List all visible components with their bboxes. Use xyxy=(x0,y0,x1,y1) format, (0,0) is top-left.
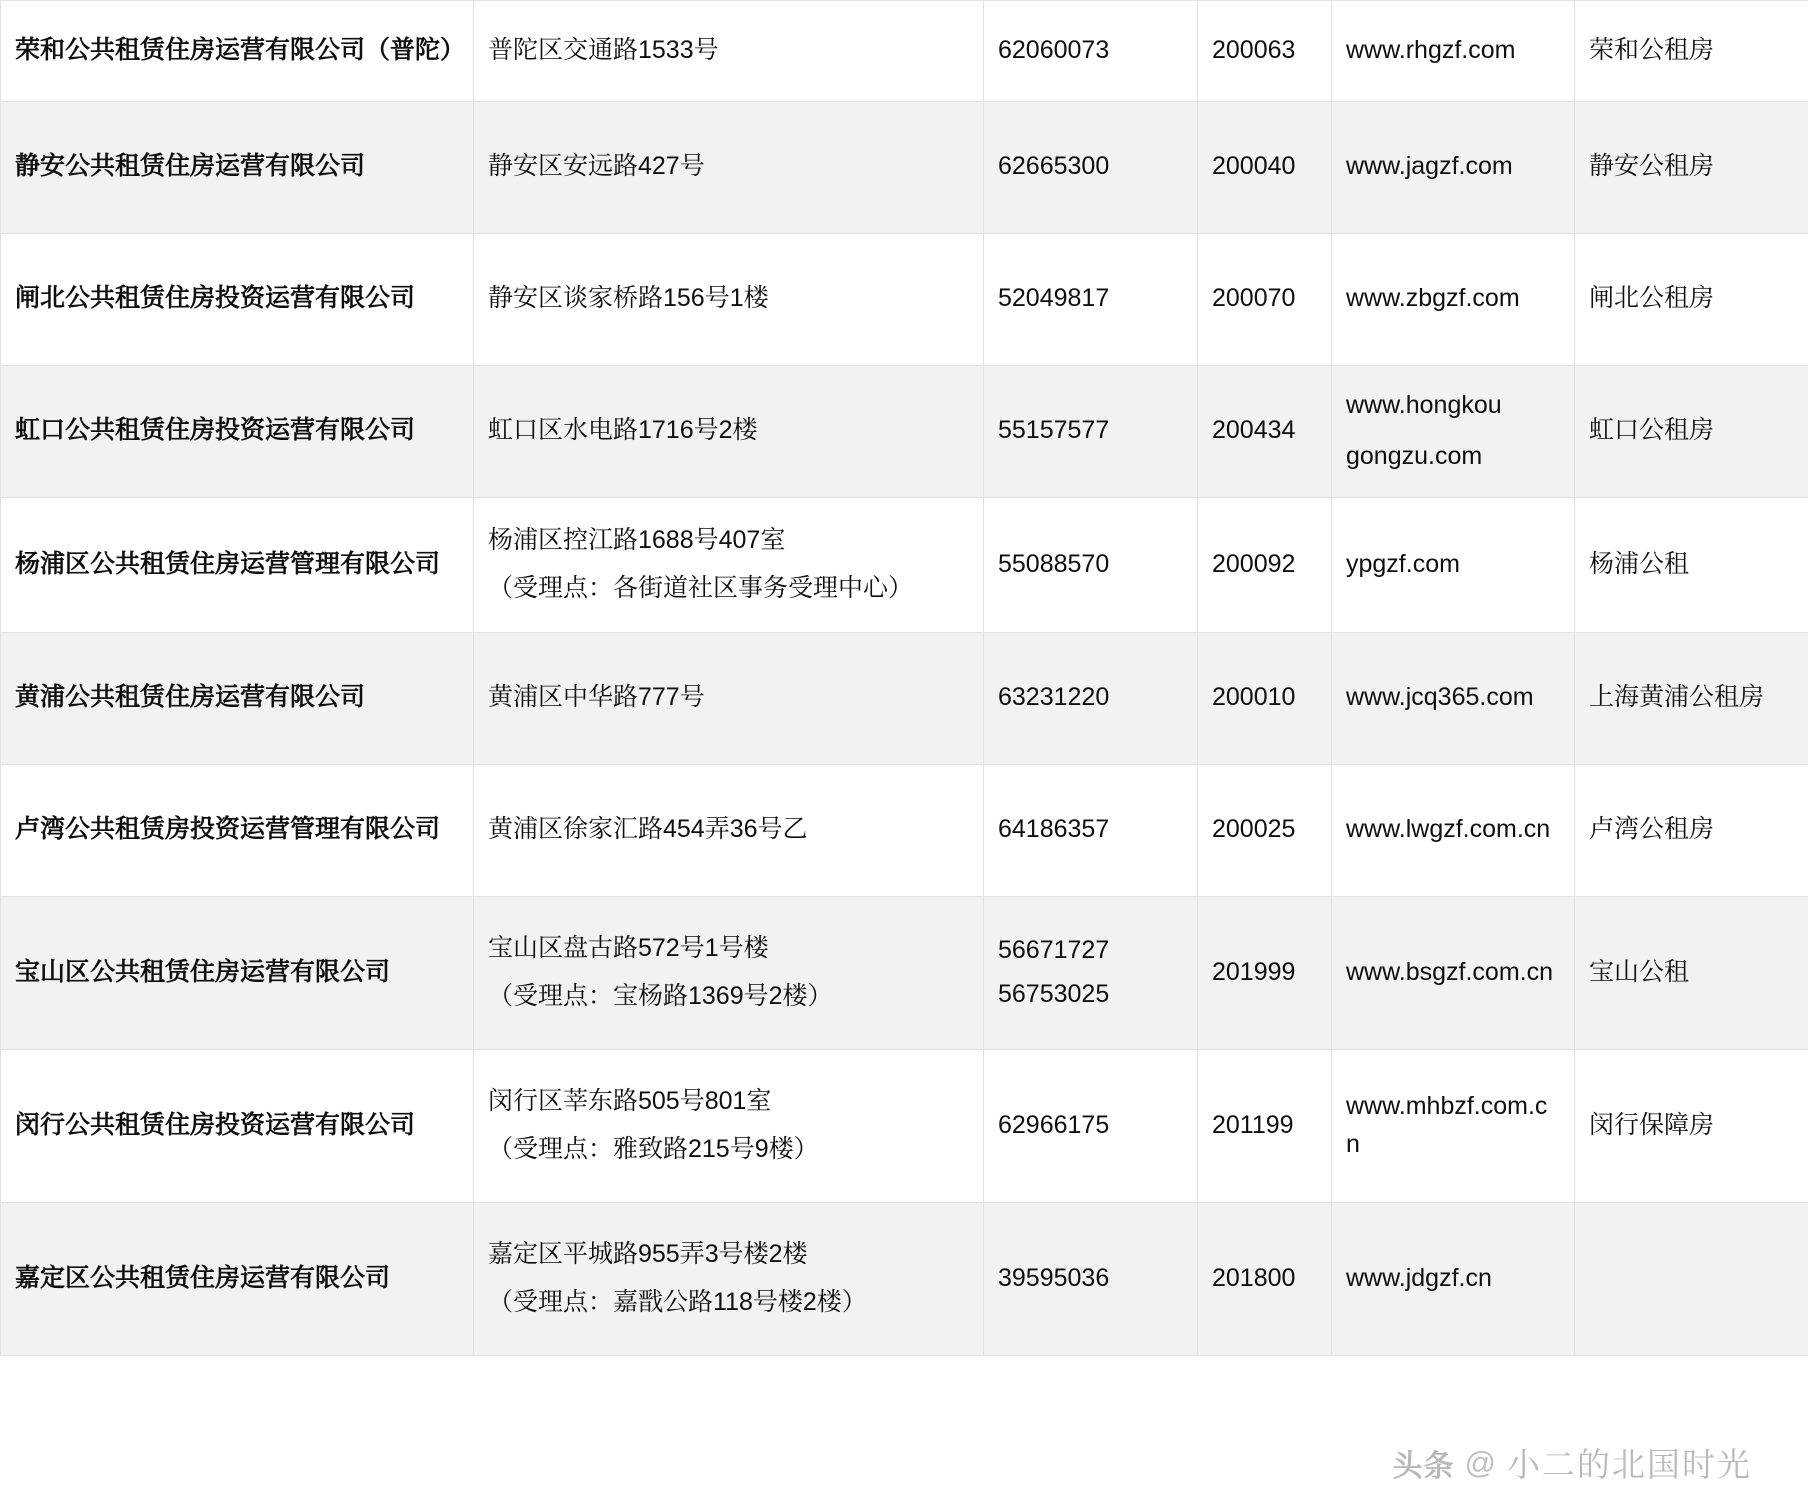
cell-website xyxy=(1332,0,1575,101)
cell-wechat: 静安公租房 xyxy=(1575,101,1808,233)
website-line-1: www.hongkou xyxy=(1346,390,1502,419)
website-line-1: www.zbgzf.com xyxy=(1346,284,1520,313)
cell-website xyxy=(1332,1049,1575,1202)
cell-company-name: 虹口公共租赁住房投资运营有限公司 xyxy=(1,365,474,497)
website-line-1: www.jcq365.com xyxy=(1346,683,1534,712)
cell-phone xyxy=(984,1049,1198,1202)
cell-company-name: 闵行公共租赁住房投资运营有限公司 xyxy=(1,1049,474,1202)
website-line-1: www.mhbzf.com.cn xyxy=(1346,1092,1548,1158)
cell-address xyxy=(474,0,984,101)
cell-wechat: 闵行保障房 xyxy=(1575,1049,1808,1202)
cell-zipcode: 200040 xyxy=(1198,101,1332,233)
website-line-1: www.jdgzf.cn xyxy=(1346,1263,1492,1292)
cell-zipcode: 200092 xyxy=(1198,497,1332,632)
cell-company-name: 静安公共租赁住房运营有限公司 xyxy=(1,101,474,233)
address-line-1: 普陀区交通路1533号 xyxy=(488,35,719,64)
cell-address xyxy=(474,632,984,764)
table-row xyxy=(1,632,1808,764)
website-line-1: www.bsgzf.com.cn xyxy=(1346,957,1554,986)
cell-zipcode: 200025 xyxy=(1198,764,1332,896)
phone-line-1: 62665300 xyxy=(998,152,1110,181)
phone-line-1: 55088570 xyxy=(998,549,1110,578)
cell-zipcode: 201199 xyxy=(1198,1049,1332,1202)
cell-address xyxy=(474,764,984,896)
cell-phone xyxy=(984,233,1198,365)
cell-website xyxy=(1332,365,1575,497)
cell-website xyxy=(1332,896,1575,1049)
address-line-1: 静安区谈家桥路156号1楼 xyxy=(488,284,769,313)
cell-phone xyxy=(984,497,1198,632)
phone-line-1: 64186357 xyxy=(998,815,1110,844)
cell-zipcode: 200063 xyxy=(1198,0,1332,101)
cell-zipcode: 200010 xyxy=(1198,632,1332,764)
cell-phone xyxy=(984,101,1198,233)
cell-phone xyxy=(984,764,1198,896)
watermark xyxy=(1393,1439,1752,1486)
cell-address xyxy=(474,101,984,233)
address-line-1: 黄浦区中华路777号 xyxy=(488,683,705,712)
website-line-1: www.jagzf.com xyxy=(1346,152,1513,181)
cell-website xyxy=(1332,497,1575,632)
cell-phone xyxy=(984,896,1198,1049)
cell-company-name: 荣和公共租赁住房运营有限公司（普陀） xyxy=(1,0,474,101)
phone-line-1: 63231220 xyxy=(998,683,1110,712)
table-row xyxy=(1,896,1808,1049)
address-line-2: （受理点：雅致路215号9楼） xyxy=(488,1134,819,1163)
table-row xyxy=(1,1049,1808,1202)
phone-line-1: 55157577 xyxy=(998,416,1110,445)
cell-company-name: 卢湾公共租赁房投资运营管理有限公司 xyxy=(1,764,474,896)
cell-wechat: 卢湾公租房 xyxy=(1575,764,1808,896)
watermark-text: 小二的北国时光 xyxy=(1507,1446,1752,1483)
phone-line-1: 62060073 xyxy=(998,35,1110,64)
cell-website xyxy=(1332,1202,1575,1355)
table-row xyxy=(1,101,1808,233)
table-row xyxy=(1,365,1808,497)
cell-address xyxy=(474,896,984,1049)
cell-wechat: 闸北公租房 xyxy=(1575,233,1808,365)
cell-zipcode: 201800 xyxy=(1198,1202,1332,1355)
cell-phone xyxy=(984,1202,1198,1355)
website-line-1: www.rhgzf.com xyxy=(1346,35,1516,64)
cell-website xyxy=(1332,233,1575,365)
website-line-1: ypgzf.com xyxy=(1346,549,1460,578)
phone-line-1: 56671727 xyxy=(998,936,1110,964)
phone-line-1: 62966175 xyxy=(998,1110,1110,1139)
table-row xyxy=(1,1202,1808,1355)
phone-line-2: 56753025 xyxy=(998,979,1110,1008)
phone-line-1: 39595036 xyxy=(998,1263,1110,1292)
cell-address xyxy=(474,1049,984,1202)
website-line-1: www.lwgzf.com.cn xyxy=(1346,815,1551,844)
table-row xyxy=(1,0,1808,101)
table-row xyxy=(1,764,1808,896)
top-divider xyxy=(0,0,1808,1)
address-line-1: 宝山区盘古路572号1号楼 xyxy=(488,934,769,962)
address-line-1: 虹口区水电路1716号2楼 xyxy=(488,416,758,445)
cell-phone xyxy=(984,0,1198,101)
address-line-2: （受理点：宝杨路1369号2楼） xyxy=(488,981,833,1010)
cell-company-name: 闸北公共租赁住房投资运营有限公司 xyxy=(1,233,474,365)
column-seam xyxy=(473,0,474,8)
cell-wechat: 虹口公租房 xyxy=(1575,365,1808,497)
address-line-1: 杨浦区控江路1688号407室 xyxy=(488,526,786,554)
cell-website xyxy=(1332,764,1575,896)
cell-company-name: 黄浦公共租赁住房运营有限公司 xyxy=(1,632,474,764)
cell-wechat: 上海黄浦公租房 xyxy=(1575,632,1808,764)
cell-company-name: 宝山区公共租赁住房运营有限公司 xyxy=(1,896,474,1049)
cell-address xyxy=(474,233,984,365)
address-line-2: （受理点：各街道社区事务受理中心） xyxy=(488,573,914,602)
address-line-1: 静安区安远路427号 xyxy=(488,152,705,181)
cell-wechat: 杨浦公租 xyxy=(1575,497,1808,632)
cell-website xyxy=(1332,101,1575,233)
address-line-2: （受理点：嘉戬公路118号楼2楼） xyxy=(488,1287,867,1316)
cell-company-name: 杨浦区公共租赁住房运营管理有限公司 xyxy=(1,497,474,632)
table-row xyxy=(1,233,1808,365)
cell-zipcode: 200434 xyxy=(1198,365,1332,497)
address-line-1: 黄浦区徐家汇路454弄36号乙 xyxy=(488,815,808,844)
cell-phone xyxy=(984,365,1198,497)
address-line-1: 闵行区莘东路505号801室 xyxy=(488,1087,772,1115)
phone-line-1: 52049817 xyxy=(998,284,1110,313)
cell-wechat xyxy=(1575,1202,1808,1355)
cell-website xyxy=(1332,632,1575,764)
cell-zipcode: 200070 xyxy=(1198,233,1332,365)
cell-phone xyxy=(984,632,1198,764)
address-line-1: 嘉定区平城路955弄3号楼2楼 xyxy=(488,1240,808,1268)
cell-address xyxy=(474,497,984,632)
cell-wechat: 宝山公租 xyxy=(1575,896,1808,1049)
table-row xyxy=(1,497,1808,632)
cell-company-name: 嘉定区公共租赁住房运营有限公司 xyxy=(1,1202,474,1355)
cell-address xyxy=(474,1202,984,1355)
watermark-id: @ xyxy=(1464,1444,1497,1480)
cell-zipcode: 201999 xyxy=(1198,896,1332,1049)
cell-address xyxy=(474,365,984,497)
watermark-logo: 头条 xyxy=(1392,1449,1455,1483)
website-line-2: gongzu.com xyxy=(1346,442,1483,470)
cell-wechat: 荣和公租房 xyxy=(1575,0,1808,101)
